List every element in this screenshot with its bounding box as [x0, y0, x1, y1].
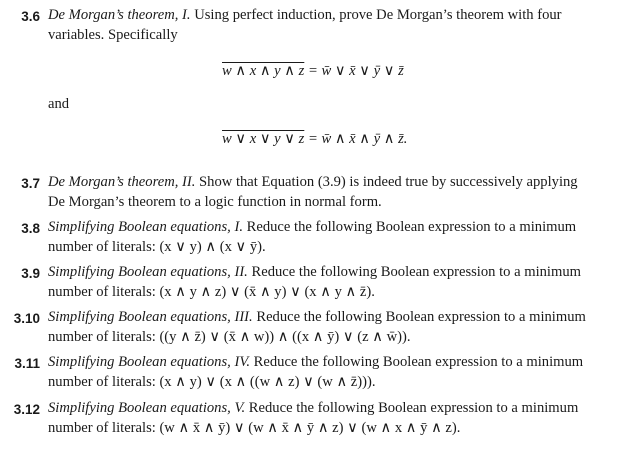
problem-body: Reduce the following Boolean expression to a minimum number of literals: (w ∧ x̄ ∧ ȳ) ∨ (w ∧ x̄ ∧ ȳ ∧ z) ∨ (w ∧ x ∧ ȳ ∧ z).	[48, 400, 579, 436]
problem-text	[48, 307, 596, 347]
problem-number: 3.10	[13, 311, 40, 326]
problem-text	[48, 398, 596, 438]
problem-number: 3.7	[21, 176, 40, 191]
problem-number: 3.12	[13, 402, 40, 417]
problem-body: Reduce the following Boolean expression to a minimum number of literals: (x ∧ y) ∨ (x ∧ ((w ∧ z) ∨ (w ∧ z̄))).	[48, 354, 584, 390]
problem-title: De Morgan’s theorem, II.	[48, 174, 196, 190]
problem-title: Simplifying Boolean equations, II.	[48, 264, 248, 280]
problem-title: Simplifying Boolean equations, V.	[48, 400, 246, 416]
equation-1-lhs: w ∧ x ∧ y ∧ z	[222, 63, 305, 79]
equation-2-lhs: w ∨ x ∨ y ∨ z	[222, 131, 305, 147]
equation-2	[222, 129, 407, 149]
problem-title: Simplifying Boolean equations, I.	[48, 219, 243, 235]
problem-text	[48, 172, 596, 212]
problem-body: Reduce the following Boolean expression to a minimum number of literals: ((y ∧ z̄) ∨ (x̄ ∧ w)) ∧ ((x ∧ ȳ) ∨ (z ∧ w̄)).	[48, 309, 586, 345]
problem-body: Reduce the following Boolean expression to a minimum number of literals: (x ∨ y) ∧ (x ∨ ȳ).	[48, 219, 577, 255]
problem-body: Reduce the following Boolean expression to a minimum number of literals: (x ∧ y ∧ z) ∨ (x̄ ∧ y) ∨ (x ∧ y ∧ z̄).	[48, 264, 581, 300]
problem-text	[48, 5, 596, 45]
problem-text	[48, 352, 596, 392]
problem-number: 3.8	[21, 221, 40, 236]
problem-text	[48, 262, 596, 302]
problem-text	[48, 217, 596, 257]
problem-number: 3.6	[21, 9, 40, 24]
problem-body: Using perfect induction, prove De Morgan’s theorem with four variables. Specifically	[48, 7, 562, 43]
problem-body: Show that Equation (3.9) is indeed true by successively applying De Morgan’s theorem to a logic function in normal form.	[48, 174, 578, 210]
and-word: and	[48, 96, 70, 112]
problem-number: 3.11	[14, 356, 40, 371]
problem-number: 3.9	[21, 266, 40, 281]
problem-title: Simplifying Boolean equations, IV.	[48, 354, 250, 370]
equation-1-rhs: = w̄ ∨ x̄ ∨ ȳ ∨ z̄	[304, 63, 404, 79]
problem-title: Simplifying Boolean equations, III.	[48, 309, 253, 325]
equation-2-rhs: = w̄ ∧ x̄ ∧ ȳ ∧ z̄.	[304, 131, 408, 147]
problem-title: De Morgan’s theorem, I.	[48, 7, 191, 23]
equation-1	[222, 61, 404, 81]
